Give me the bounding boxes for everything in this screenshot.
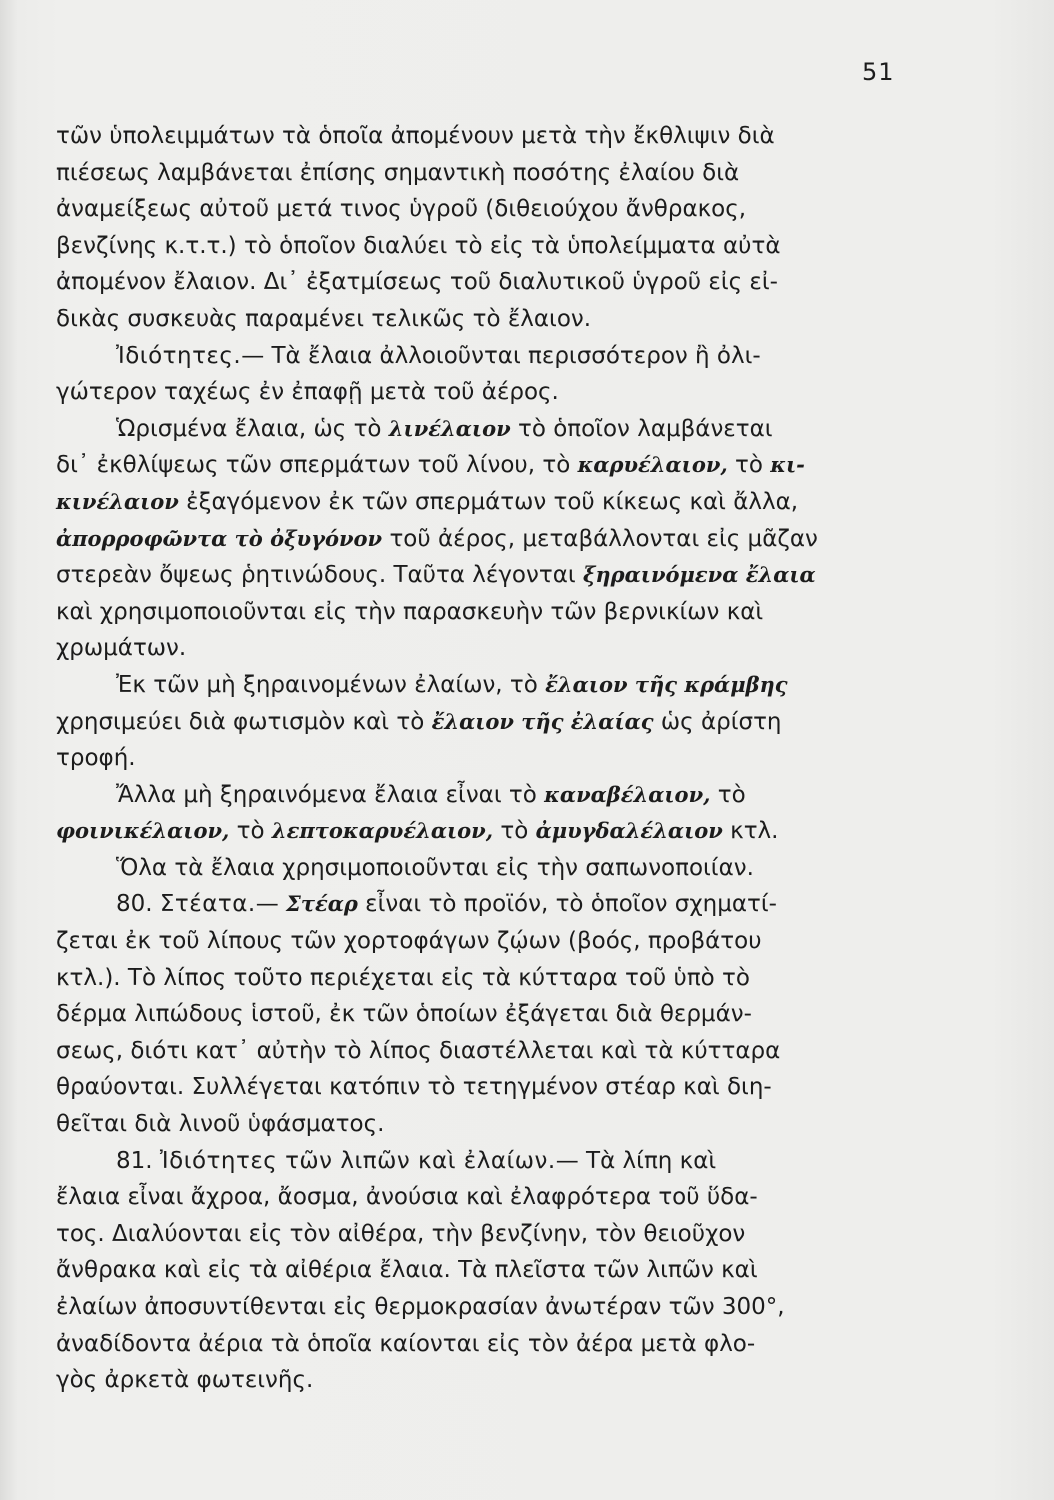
text-line	[56, 704, 902, 741]
text-line	[56, 484, 902, 521]
text-line	[56, 1289, 902, 1326]
text-run: ἀναδίδοντα ἀέρια τὰ ὁποῖα καίονται εἰς τὸν ἀέρα μετὰ φλο-	[56, 1330, 756, 1357]
text-run: τος. Διαλύονται εἰς τὸν αἰθέρα, τὴν βενζίνην, τὸν θειοῦχον	[56, 1220, 746, 1247]
italic-term: ἀμυγδαλέλαιον	[535, 818, 723, 844]
text-run: τροφή.	[56, 745, 136, 772]
text-line	[56, 813, 902, 850]
text-line	[56, 374, 902, 411]
text-line	[56, 557, 902, 594]
italic-term: καναβέλαιον,	[544, 781, 711, 807]
section-heading: Ἰδιότητες.	[116, 342, 242, 369]
text-line	[56, 1106, 902, 1143]
text-line	[56, 155, 902, 192]
text-run: Ὡρισμένα ἔλαια, ὡς τὸ	[116, 415, 389, 442]
text-run: γώτερον ταχέως ἐν ἐπαφῇ μετὰ τοῦ ἀέρος.	[56, 379, 559, 406]
italic-term: κινέλαιον	[56, 488, 179, 514]
text-line	[56, 1252, 902, 1289]
italic-term: λινέλαιον	[388, 415, 511, 441]
italic-term: ξηραινόμενα ἔλαια	[582, 562, 816, 588]
text-line	[56, 886, 902, 923]
italic-term: ἔλαιον τῆς κράμβης	[545, 671, 788, 697]
text-run: τὸ	[710, 781, 746, 808]
text-run: ἐλαίων ἀποσυντίθενται εἰς θερμοκρασίαν ἀνωτέραν τῶν 300°,	[56, 1294, 785, 1320]
section-heading: Στέατα.	[159, 891, 256, 918]
text-line	[56, 521, 902, 558]
text-line	[56, 1069, 902, 1106]
text-run: θεῖται διὰ λινοῦ ὑφάσματος.	[56, 1111, 385, 1138]
text-run: τὸ ὁποῖον λαμβάνεται	[510, 415, 773, 442]
text-run: —	[255, 891, 286, 918]
text-line	[56, 996, 902, 1033]
text-line	[56, 301, 902, 338]
text-line	[56, 1033, 902, 1070]
text-run: στερεὰν ὄψεως ῥητινώδους. Ταῦτα λέγονται	[56, 562, 583, 589]
text-run: βενζίνης κ.τ.τ.) τὸ ὁποῖον διαλύει τὸ εἰς τὰ ὑπολείμματα αὐτὰ	[56, 232, 781, 259]
page-number: 51	[862, 58, 895, 86]
text-line	[56, 1179, 902, 1216]
text-line	[56, 1362, 902, 1399]
text-line	[56, 923, 902, 960]
text-run: ζεται ἐκ τοῦ λίπους τῶν χορτοφάγων ζῴων (βοός, προβάτου	[56, 928, 762, 955]
text-run: τῶν ὑπολειμμάτων τὰ ὁποῖα ἀπομένουν μετὰ τὴν ἔκθλιψιν διὰ	[56, 123, 775, 149]
text-run: θραύονται. Συλλέγεται κατόπιν τὸ τετηγμένον στέαρ καὶ διη-	[56, 1074, 772, 1101]
italic-term: λεπτοκαρυέλαιον,	[271, 818, 494, 844]
text-run: τὸ	[727, 452, 771, 479]
text-run: ἄνθρακα καὶ εἰς τὰ αἰθέρια ἔλαια. Τὰ πλεῖστα τῶν λιπῶν καὶ	[56, 1257, 758, 1284]
text-line	[56, 740, 902, 777]
text-run: κτλ.	[722, 818, 779, 845]
text-line	[56, 667, 902, 704]
text-line	[56, 338, 902, 375]
italic-term: καρυέλαιον,	[577, 452, 728, 478]
text-run: ἔλαια εἶναι ἄχροα, ἄοσμα, ἀνούσια καὶ ἐλαφρότερα τοῦ ὕδα-	[56, 1184, 758, 1211]
text-run: δικὰς συσκευὰς παραμένει τελικῶς τὸ ἔλαιον.	[56, 305, 592, 332]
text-run: Ὅλα τὰ ἔλαια χρησιμοποιοῦνται εἰς τὴν σαπωνοποιίαν.	[116, 854, 754, 881]
text-line	[56, 850, 902, 887]
text-run: εἶναι τὸ προϊόν, τὸ ὁποῖον σχηματί-	[357, 891, 777, 918]
text-run: 81.	[116, 1147, 160, 1174]
text-run: 80.	[116, 891, 160, 918]
text-run: δι᾽ ἐκθλίψεως τῶν σπερμάτων τοῦ λίνου, τὸ	[56, 452, 578, 479]
text-run: χρησιμεύει διὰ φωτισμὸν καὶ τὸ	[56, 708, 432, 735]
text-line	[56, 191, 902, 228]
text-line	[56, 118, 902, 155]
text-line	[56, 594, 902, 631]
italic-term: ἔλαιον τῆς ἐλαίας	[431, 708, 654, 734]
text-run: τὸ	[229, 818, 272, 845]
text-run: Ἄλλα μὴ ξηραινόμενα ἔλαια εἶναι τὸ	[116, 781, 545, 808]
italic-term: ἀπορροφῶντα τὸ ὀξυγόνον	[56, 525, 383, 551]
text-run: ἀναμείξεως αὐτοῦ μετά τινος ὑγροῦ (διθειούχου ἄνθρακος,	[56, 196, 747, 223]
text-run: — Τὰ λίπη καὶ	[555, 1147, 717, 1174]
text-run: γὸς ἀρκετὰ φωτεινῆς.	[56, 1367, 314, 1394]
text-line	[56, 411, 902, 448]
text-run: ἐξαγόμενον ἐκ τῶν σπερμάτων τοῦ κίκεως καὶ ἄλλα,	[178, 488, 799, 515]
text-line	[56, 630, 902, 667]
italic-term: κι-	[770, 452, 805, 478]
text-line	[56, 1216, 902, 1253]
text-run: χρωμάτων.	[56, 635, 187, 662]
text-line	[56, 777, 902, 814]
text-line	[56, 228, 902, 265]
text-run: καὶ χρησιμοποιοῦνται εἰς τὴν παρασκευὴν τῶν βερνικίων καὶ	[56, 598, 764, 625]
text-line	[56, 447, 902, 484]
text-run: Ἐκ τῶν μὴ ξηραινομένων ἐλαίων, τὸ	[116, 671, 546, 698]
italic-term: Στέαρ	[286, 891, 358, 917]
text-line	[56, 1326, 902, 1363]
text-run: κτλ.). Τὸ λίπος τοῦτο περιέχεται εἰς τὰ κύτταρα τοῦ ὑπὸ τὸ	[56, 964, 750, 991]
text-run: — Τὰ ἔλαια ἀλλοιοῦνται περισσότερον ἢ ὀλι-	[241, 342, 761, 369]
text-run: ἀπομένον ἔλαιον. Δι᾽ ἐξατμίσεως τοῦ διαλυτικοῦ ὑγροῦ εἰς εἰ-	[56, 269, 778, 296]
text-run: σεως, διότι κατ᾽ αὐτὴν τὸ λίπος διαστέλλεται καὶ τὰ κύτταρα	[56, 1037, 781, 1064]
text-run: πιέσεως λαμβάνεται ἐπίσης σημαντικὴ ποσότης ἐλαίου διὰ	[56, 159, 740, 186]
section-heading: Ἰδιότητες τῶν λιπῶν καὶ ἐλαίων.	[159, 1147, 556, 1174]
text-run: δέρμα λιπώδους ἱστοῦ, ἐκ τῶν ὁποίων ἐξάγεται διὰ θερμάν-	[56, 1001, 752, 1028]
text-line	[56, 960, 902, 997]
text-line	[56, 1143, 902, 1180]
text-run: τοῦ ἀέρος, μεταβάλλονται εἰς μᾶζαν	[382, 525, 818, 552]
body-text	[56, 118, 902, 1399]
italic-term: φοινικέλαιον,	[56, 818, 230, 844]
text-run: τὸ	[493, 818, 536, 845]
text-run: ὡς ἀρίστη	[653, 708, 782, 735]
text-line	[56, 264, 902, 301]
